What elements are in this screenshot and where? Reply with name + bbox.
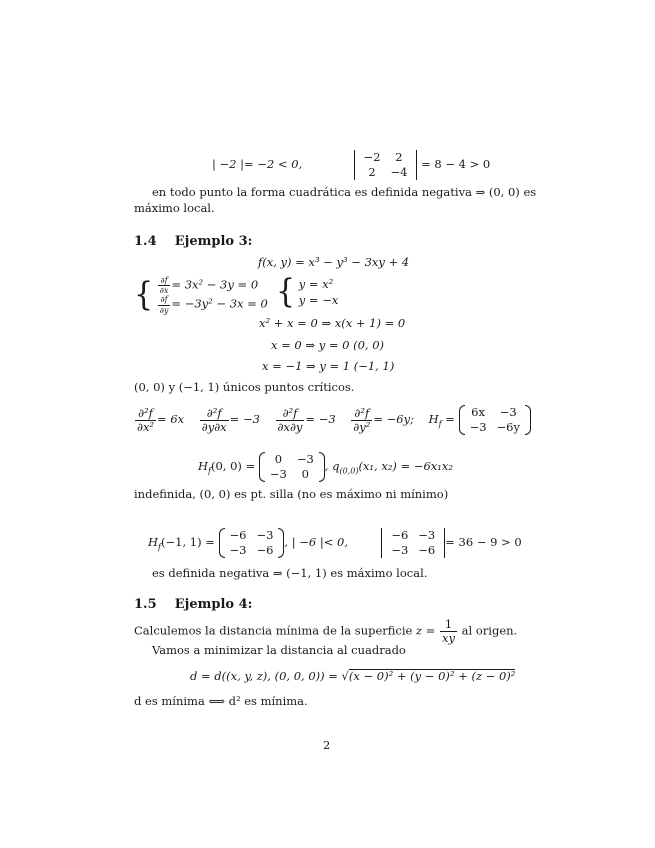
determinant-result: = 8 − 4 > 0 <box>421 157 491 172</box>
hessian-subscript: f <box>438 419 442 429</box>
fraction: $\frac{\text{∂²f}}{\text{∂x²}}$ <box>137 405 155 434</box>
hessian-at-point-line <box>148 528 522 558</box>
derivation-line: x² + x = 0 ⇒ x(x + 1) = 0 <box>259 316 406 330</box>
fraction: $\frac{\text{∂²f}}{\text{∂y²}}$ <box>353 405 371 434</box>
derivation-line: x = −1 ⇒ y = 1 (−1, 1) <box>262 359 395 373</box>
equation-rhs: = 6x <box>157 412 185 427</box>
hessian-matrix <box>259 452 325 482</box>
paragraph-line <box>134 618 517 645</box>
hessian-symbol: H <box>198 459 209 474</box>
matrix-cell: −6 <box>256 543 274 558</box>
section-number: 1.4 <box>134 234 157 249</box>
distance-equation <box>190 669 515 683</box>
hessian-matrix <box>459 405 531 435</box>
equation-line: y = −x <box>298 293 339 308</box>
hessian-matrix <box>219 528 285 558</box>
paragraph-line: (0, 0) y (−1, 1) únicos puntos críticos. <box>134 380 355 394</box>
left-brace-symbol: { <box>276 272 296 311</box>
matrix-cell: −2 <box>363 150 381 164</box>
matrix-cell: 0 <box>274 452 283 466</box>
equation-rhs: = −3y² − 3x = 0 <box>171 297 268 312</box>
equation-determinant-line <box>212 150 490 180</box>
hessian-symbol: H <box>148 535 159 550</box>
matrix-cell: −3 <box>256 528 274 542</box>
matrix-cell: −3 <box>391 543 409 558</box>
determinant-matrix <box>381 528 445 558</box>
hessian-symbol: H <box>428 412 439 427</box>
function-definition: f(x, y) = x³ − y³ − 3xy + 4 <box>258 255 410 269</box>
section-title: Ejemplo 3: <box>174 234 253 249</box>
hessian-at-origin-line <box>198 452 453 482</box>
equation-rhs: = −3 <box>229 412 260 427</box>
partial-derivative-system <box>134 276 268 315</box>
equation-rhs: = −3 <box>305 412 336 427</box>
matrix-cell: −6 <box>418 543 436 558</box>
section-title: Ejemplo 4: <box>174 597 253 612</box>
determinant-matrix <box>354 150 418 180</box>
paragraph-line: indefinida, (0, 0) es pt. silla (no es máximo ni mínimo) <box>134 487 449 501</box>
fraction: $\frac{\partial f}{\partial x}$ <box>159 276 169 296</box>
matrix-cell: −3 <box>469 420 487 435</box>
minor-condition: , | −6 |< 0, <box>284 535 349 550</box>
page-number: 2 <box>323 738 331 752</box>
hessian-argument: (−1, 1) = <box>161 535 215 550</box>
matrix-cell: −6 <box>391 528 409 542</box>
matrix-cell: 0 <box>301 467 309 482</box>
abs-value-expression: | −2 |= −2 < 0, <box>212 157 303 172</box>
paragraph-line: máximo local. <box>134 201 215 215</box>
paragraph-text: al origen. <box>461 623 518 638</box>
fraction-numerator: 1 <box>440 618 457 632</box>
matrix-cell: −3 <box>269 467 287 482</box>
paragraph-line: Vamos a minimizar la distancia al cuadrado <box>152 643 406 657</box>
matrix-cell: 2 <box>395 150 403 164</box>
paragraph-line: es definida negativa ⇒ (−1, 1) es máximo local. <box>152 566 428 580</box>
second-derivatives-line <box>134 405 531 435</box>
paragraph-text: Calculemos la distancia mínima de la superficie <box>134 623 413 638</box>
matrix-cell: −3 <box>418 528 436 542</box>
quadratic-form-expression: (x₁, x₂) = −6x₁x₂ <box>358 459 454 474</box>
fraction-denominator: xy <box>442 631 456 646</box>
equation-line: y = x² <box>298 277 334 291</box>
quadratic-form-symbol: , q <box>324 459 340 474</box>
matrix-cell: −6 <box>229 528 247 542</box>
fraction: $\frac{\text{∂²f}}{\partial x\partial y}$ <box>277 405 303 434</box>
matrix-cell: 6x <box>471 405 485 419</box>
matrix-cell: 2 <box>368 165 376 180</box>
derivation-line: x = 0 ⇒ y = 0 (0, 0) <box>271 338 385 352</box>
matrix-cell: −6y <box>496 420 520 435</box>
fraction: $\frac{\partial f}{\partial y}$ <box>159 295 169 315</box>
determinant-result: = 36 − 9 > 0 <box>445 535 522 550</box>
matrix-cell: −3 <box>296 452 314 466</box>
substitution-system <box>276 272 339 311</box>
equation-lhs: z = <box>416 623 436 638</box>
left-brace-symbol: { <box>134 275 154 315</box>
matrix-cell: −3 <box>229 543 247 558</box>
equation-rhs: = 3x² − 3y = 0 <box>171 277 259 292</box>
fraction <box>440 618 457 645</box>
fraction: $\frac{\text{∂²f}}{\partial y\partial x}$ <box>201 405 227 434</box>
hessian-argument: (0, 0) = <box>211 459 256 474</box>
equation-rhs: = −6y; <box>373 412 414 427</box>
distance-lhs: d = d((x, y, z), (0, 0, 0)) = √ <box>190 669 349 683</box>
section-heading <box>134 598 252 611</box>
paragraph-line: d es mínima ⟺ d² es mínima. <box>134 694 308 708</box>
section-number: 1.5 <box>134 597 157 612</box>
section-heading <box>134 235 252 248</box>
hessian-subscript: f <box>208 466 211 476</box>
hessian-subscript: f <box>158 542 161 552</box>
matrix-cell: −3 <box>499 405 517 419</box>
radicand: (x − 0)² + (y − 0)² + (z − 0)² <box>348 669 516 683</box>
equals-sign: = <box>445 412 455 427</box>
paragraph-line: en todo punto la forma cuadrática es definida negativa ⇒ (0, 0) es <box>152 185 537 199</box>
matrix-cell: −4 <box>390 165 408 180</box>
quadratic-form-subscript: (0,0) <box>339 466 359 476</box>
